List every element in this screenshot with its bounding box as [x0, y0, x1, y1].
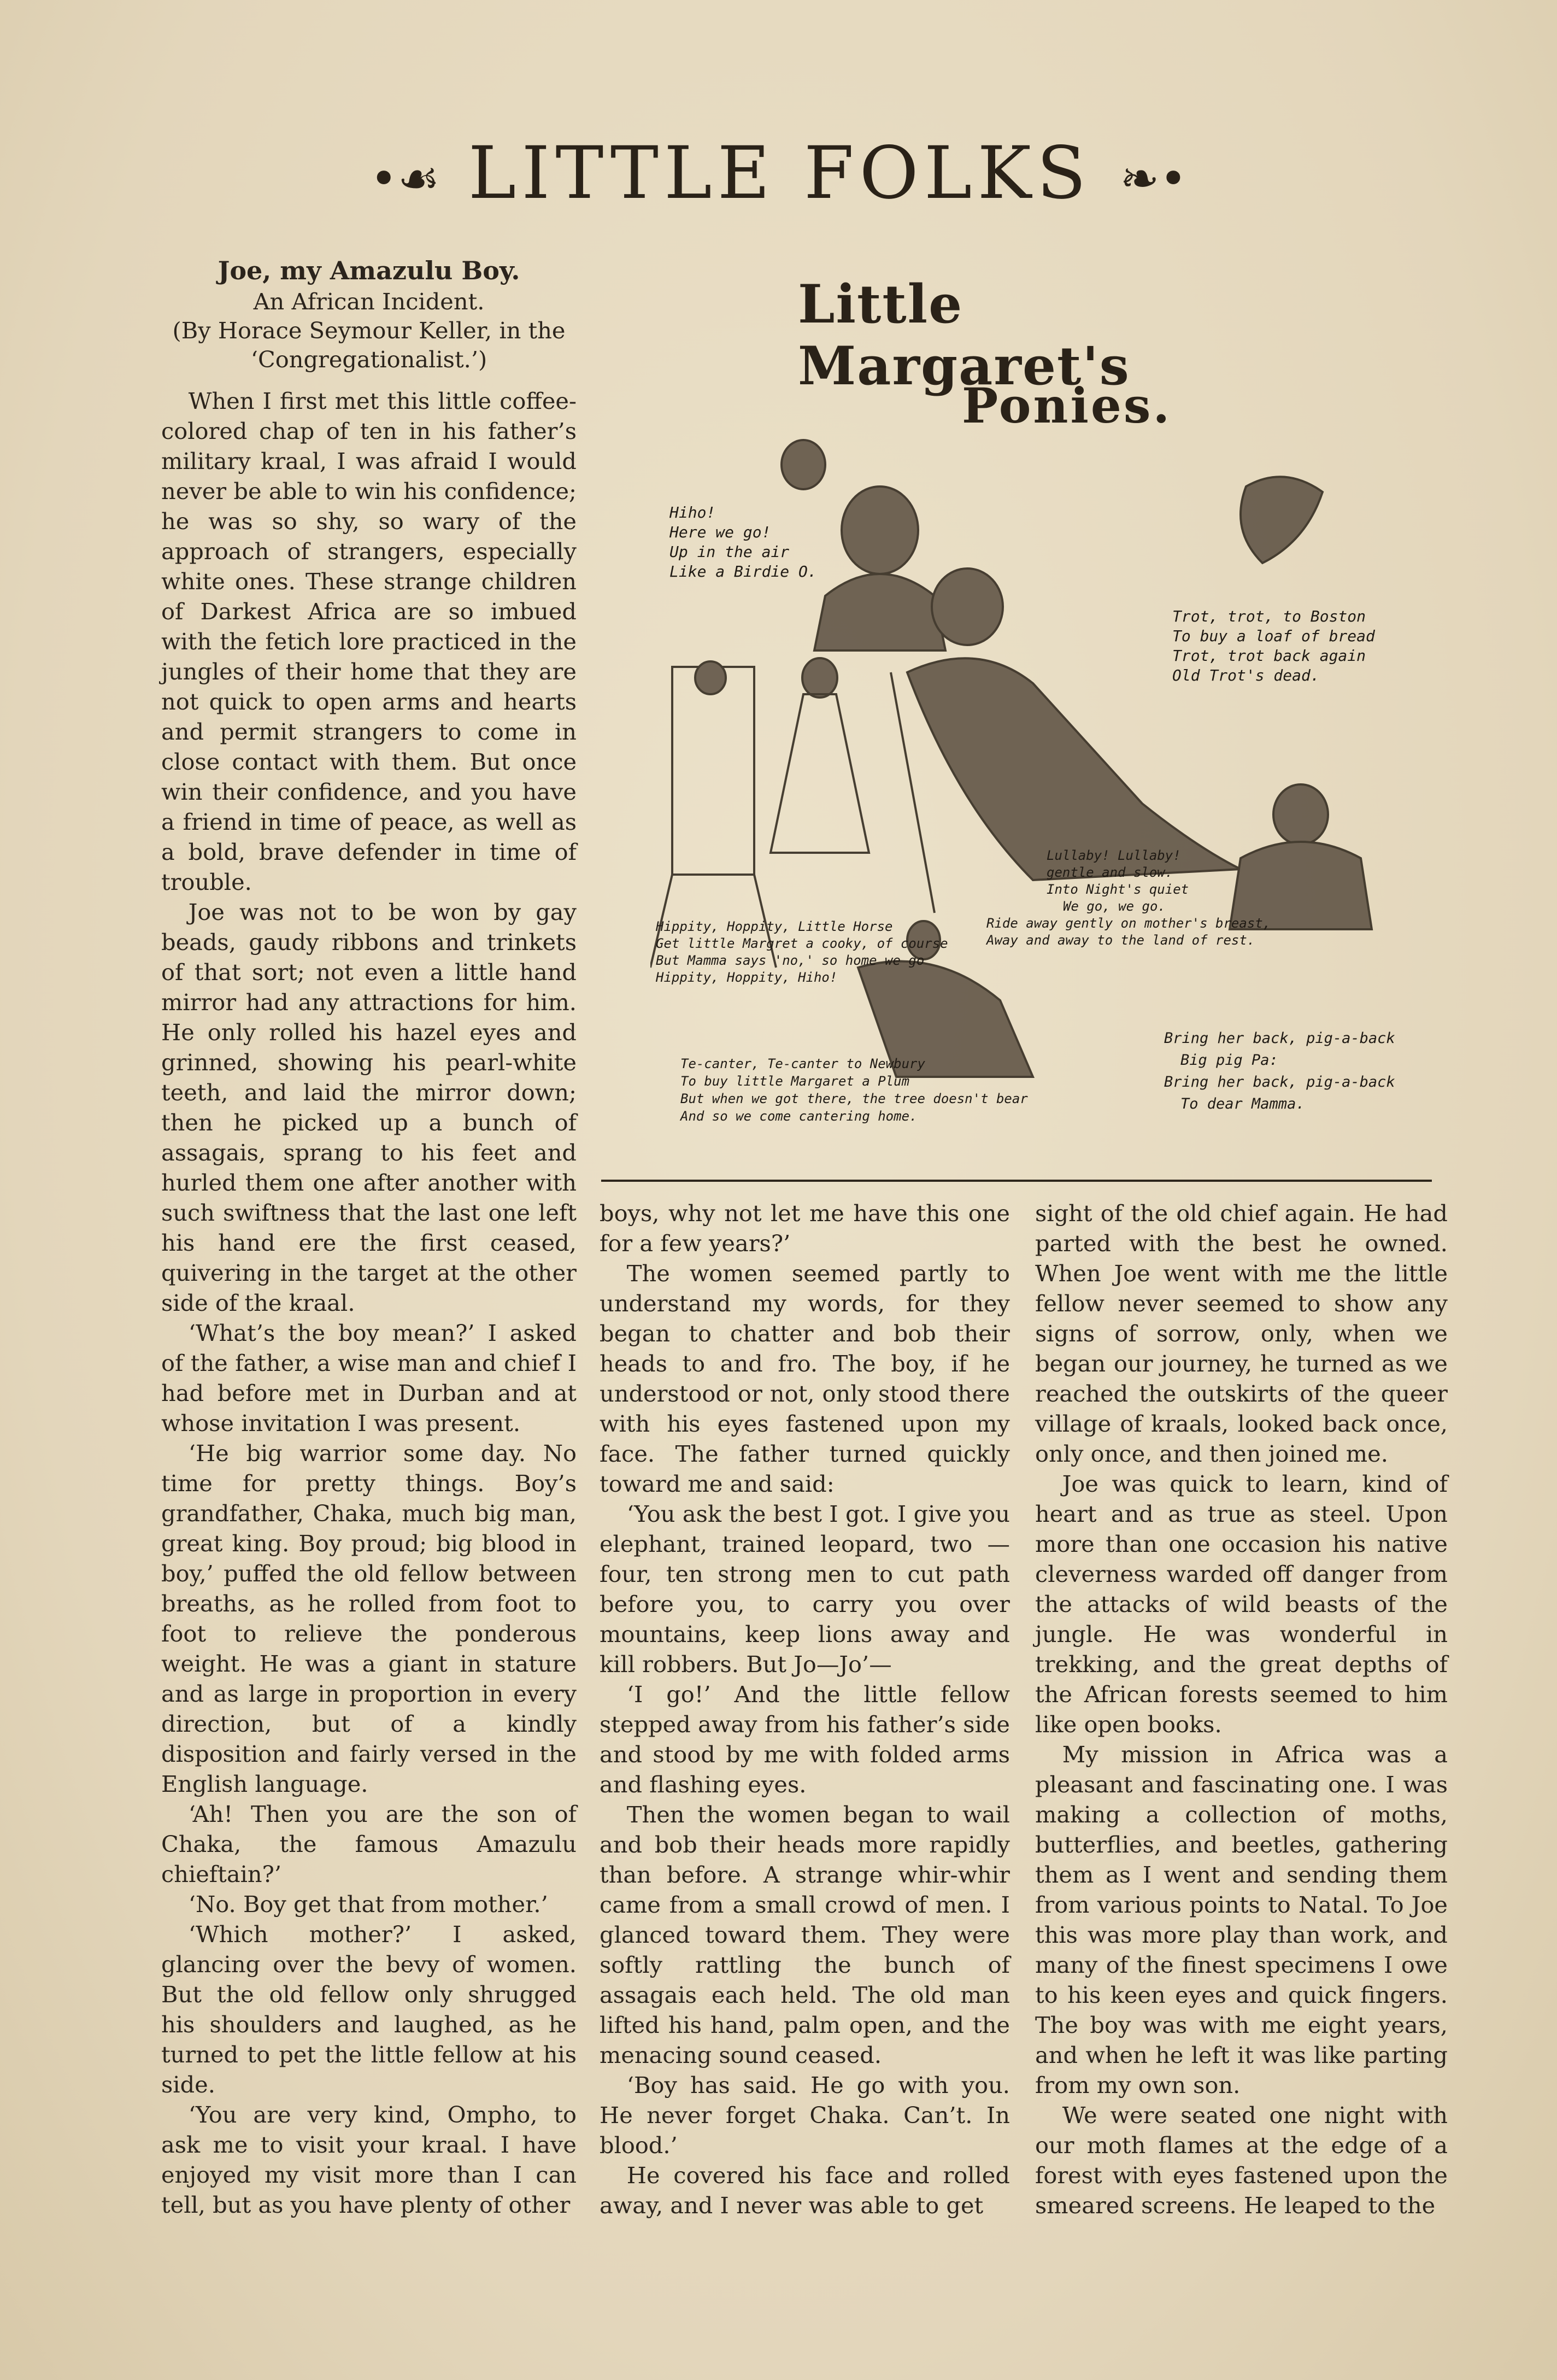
paragraph: When I first met this little coffee-colored chap of ten in his father’s military kraal, I was afraid I would never be able to win his confidence; he was so shy, so wary of the approach of strangers, especially white ones. These strange children of Darkest Africa are so imbued with the fetich lore practiced in the jungles of their home that they are not quick to open arms and hearts and permit strangers to come in close contact with them. But once win their confidence, and you have a friend in time of peace, as well as a bold, brave defender in time of trouble.	[161, 388, 577, 895]
rhyme-line: But when we got there, the tree doesn't bear	[680, 1091, 1028, 1106]
paragraph: ‘Boy has said. He go with you. He never forget Chaka. Can’t. In blood.’	[600, 2072, 1010, 2159]
masthead-title: LITTLE FOLKS	[468, 131, 1092, 215]
left-ornament: •☙	[369, 151, 440, 207]
right-ornament: ❧•	[1120, 151, 1188, 207]
rhyme-line: We go, we go.	[1063, 899, 1166, 914]
rhyme-line: Trot, trot back again	[1172, 647, 1366, 665]
rhyme-line: To buy a loaf of bread	[1172, 627, 1375, 645]
rhyme-line: Old Trot's dead.	[1172, 666, 1320, 684]
paragraph: He covered his face and rolled away, and I never was able to get	[600, 2162, 1010, 2219]
rhyme-line: But Mamma says 'no,' so home we go	[656, 953, 925, 968]
rhyme-hiho	[669, 503, 817, 582]
rhyme-line: Hiho!	[669, 503, 716, 521]
figure-girl-head	[802, 658, 837, 697]
paragraph: ‘No. Boy get that from mother.’	[188, 1891, 548, 1918]
figure-father-head	[1273, 784, 1328, 845]
article-column-2	[600, 1198, 1010, 2220]
rhyme-line: Here we go!	[669, 523, 771, 541]
article-column-3	[1035, 1198, 1448, 2220]
high-chair	[672, 667, 754, 875]
figure-baby-head	[695, 661, 726, 694]
paragraph: boys, why not let me have this one for a few years?’	[600, 1200, 1010, 1257]
rhyme-line: Lullaby! Lullaby!	[1047, 848, 1181, 863]
paragraph: ‘Which mother?’ I asked, glancing over the bevy of women. But the old fellow only shrugged his shoulders and laughed, as he turned to pet the little fellow at his side.	[161, 1921, 577, 2098]
figure-tumbling-child	[1241, 477, 1323, 563]
rhyme-trot	[1172, 607, 1375, 685]
paragraph: sight of the old chief again. He had parted with the best he owned. When Joe went with me the little fellow never seemed to show any signs of sorrow, only, when we began our journey, he turned as we reached the outskirts of the queer village of kraals, looked back once, only once, and then joined me.	[1035, 1200, 1448, 1467]
paragraph: Joe was not to be won by gay beads, gaudy ribbons and trinkets of that sort; not even a little hand mirror had any attractions for him. He only rolled his hazel eyes and grinned, showing his pearl-white teeth, and laid the mirror down; then he picked up a bunch of assagais, sprang to his feet and hurled them one after another with such swiftness that the last one left his hand ere the first ceased, quivering in the target at the other side of the kraal.	[161, 899, 577, 1316]
rhyme-line: gentle and slow.	[1047, 865, 1173, 880]
rhyme-line: Big pig Pa:	[1180, 1052, 1278, 1069]
illustration-title-line-1: Little Margaret's	[798, 273, 1130, 397]
illustration-little-margarets-ponies	[650, 257, 1448, 1159]
paragraph: My mission in Africa was a pleasant and fascinating one. I was making a collection of moths, butterflies, and beetles, gathering them as I went and sending them from various points to Natal. To Joe this was more play than work, and many of the finest specimens I owe to his keen eyes and quick fingers. The boy was with me eight years, and when he left it was like parting from my own son.	[1035, 1741, 1448, 2098]
rhyme-line: Te-canter, Te-canter to Newbury	[680, 1056, 925, 1071]
figure-man-head	[842, 486, 918, 574]
article-subtitle: An African Incident.	[253, 288, 485, 315]
paragraph: The women seemed partly to understand my words, for they began to chatter and bob their heads to and fro. The boy, if he understood or not, only stood there with his eyes fastened upon my face. The father turned quickly toward me and said:	[600, 1260, 1010, 1497]
article-byline-2: ‘Congregationalist.’)	[250, 346, 487, 373]
rhyme-lullaby	[986, 847, 1271, 949]
paragraph: ‘You ask the best I got. I give you elephant, trained leopard, two —four, ten strong men to cut path before you, to carry you over mountains, keep lions away and kill robbers. But Jo—Jo’—	[600, 1500, 1010, 1678]
rhyme-line: Get little Margret a cooky, of course	[656, 936, 948, 951]
paragraph: ‘You are very kind, Ompho, to ask me to visit your kraal. I have enjoyed my visit more than I can tell, but as you have plenty of other	[161, 2101, 577, 2218]
rhyme-line: Hippity, Hoppity, Little Horse	[656, 919, 893, 934]
rhyme-line: And so we come cantering home.	[680, 1109, 918, 1124]
illustration-title-line-2: Ponies.	[962, 377, 1172, 434]
rhyme-line: Trot, trot, to Boston	[1172, 607, 1366, 625]
column-divider-rule	[601, 1180, 1432, 1182]
paragraph: Joe was quick to learn, kind of heart and as true as steel. Upon more than one occasion his native cleverness warded off danger from the attacks of wild beasts of the jungle. He was wonderful in trekking, and the great depths of the African forests seemed to him like open books.	[1035, 1470, 1448, 1738]
paragraph: Then the women began to wail and bob their heads more rapidly than before. A strange whir-whir came from a small crowd of men. I glanced toward them. They were softly rattling the bunch of assagais each held. The old man lifted his hand, palm open, and the menacing sound ceased.	[600, 1801, 1010, 2068]
rhyme-line: Away and away to the land of rest.	[986, 933, 1255, 948]
illustration-title	[798, 262, 1290, 448]
rhyme-line: Up in the air	[669, 543, 790, 561]
figure-mother-head	[932, 568, 1003, 645]
rhyme-line: Hippity, Hoppity, Hiho!	[656, 970, 838, 985]
masthead	[0, 131, 1557, 215]
rhyme-line: Bring her back, pig-a-back	[1164, 1030, 1395, 1047]
rhyme-tecanter	[680, 1055, 1028, 1125]
paragraph: ‘Ah! Then you are the son of Chaka, the famous Amazulu chieftain?’	[161, 1801, 577, 1887]
rhyme-bring-her-back	[1164, 1028, 1395, 1115]
figure-man-body	[814, 574, 945, 650]
figure-girl-dress	[771, 694, 869, 853]
paragraph: ‘He big warrior some day. No time for pretty things. Boy’s grandfather, Chaka, much big man, great king. Boy proud; big blood in boy,’ puffed the old fellow between breaths, as he rolled from foot to foot to relieve the ponderous weight. He was a giant in stature and as large in proportion in every direction, but of a kindly disposition and fairly versed in the English language.	[161, 1440, 577, 1797]
rhyme-line: To dear Mamma.	[1180, 1095, 1305, 1112]
paragraph: We were seated one night with our moth flames at the edge of a forest with eyes fastened upon the smeared screens. He leaped to the	[1035, 2102, 1448, 2219]
rhyme-line: Bring her back, pig-a-back	[1164, 1074, 1395, 1091]
rhyme-line: Like a Birdie O.	[669, 562, 817, 581]
article-headline: Joe, my Amazulu Boy.	[218, 256, 520, 285]
paragraph: ‘I go!’ And the little fellow stepped away from his father’s side and stood by me with folded arms and flashing eyes.	[600, 1681, 1010, 1798]
rhyme-line: Into Night's quiet	[1047, 882, 1189, 897]
article-column-1	[161, 254, 577, 2220]
article-byline-1: (By Horace Seymour Keller, in the	[172, 317, 566, 344]
rhyme-hippity	[656, 918, 948, 986]
rhyme-line: Ride away gently on mother's breast,	[986, 916, 1271, 931]
paragraph: ‘What’s the boy mean?’ I asked of the father, a wise man and chief I had before met in Durban and at whose invitation I was present.	[161, 1320, 577, 1437]
rhyme-line: To buy little Margaret a Plum	[680, 1074, 910, 1089]
